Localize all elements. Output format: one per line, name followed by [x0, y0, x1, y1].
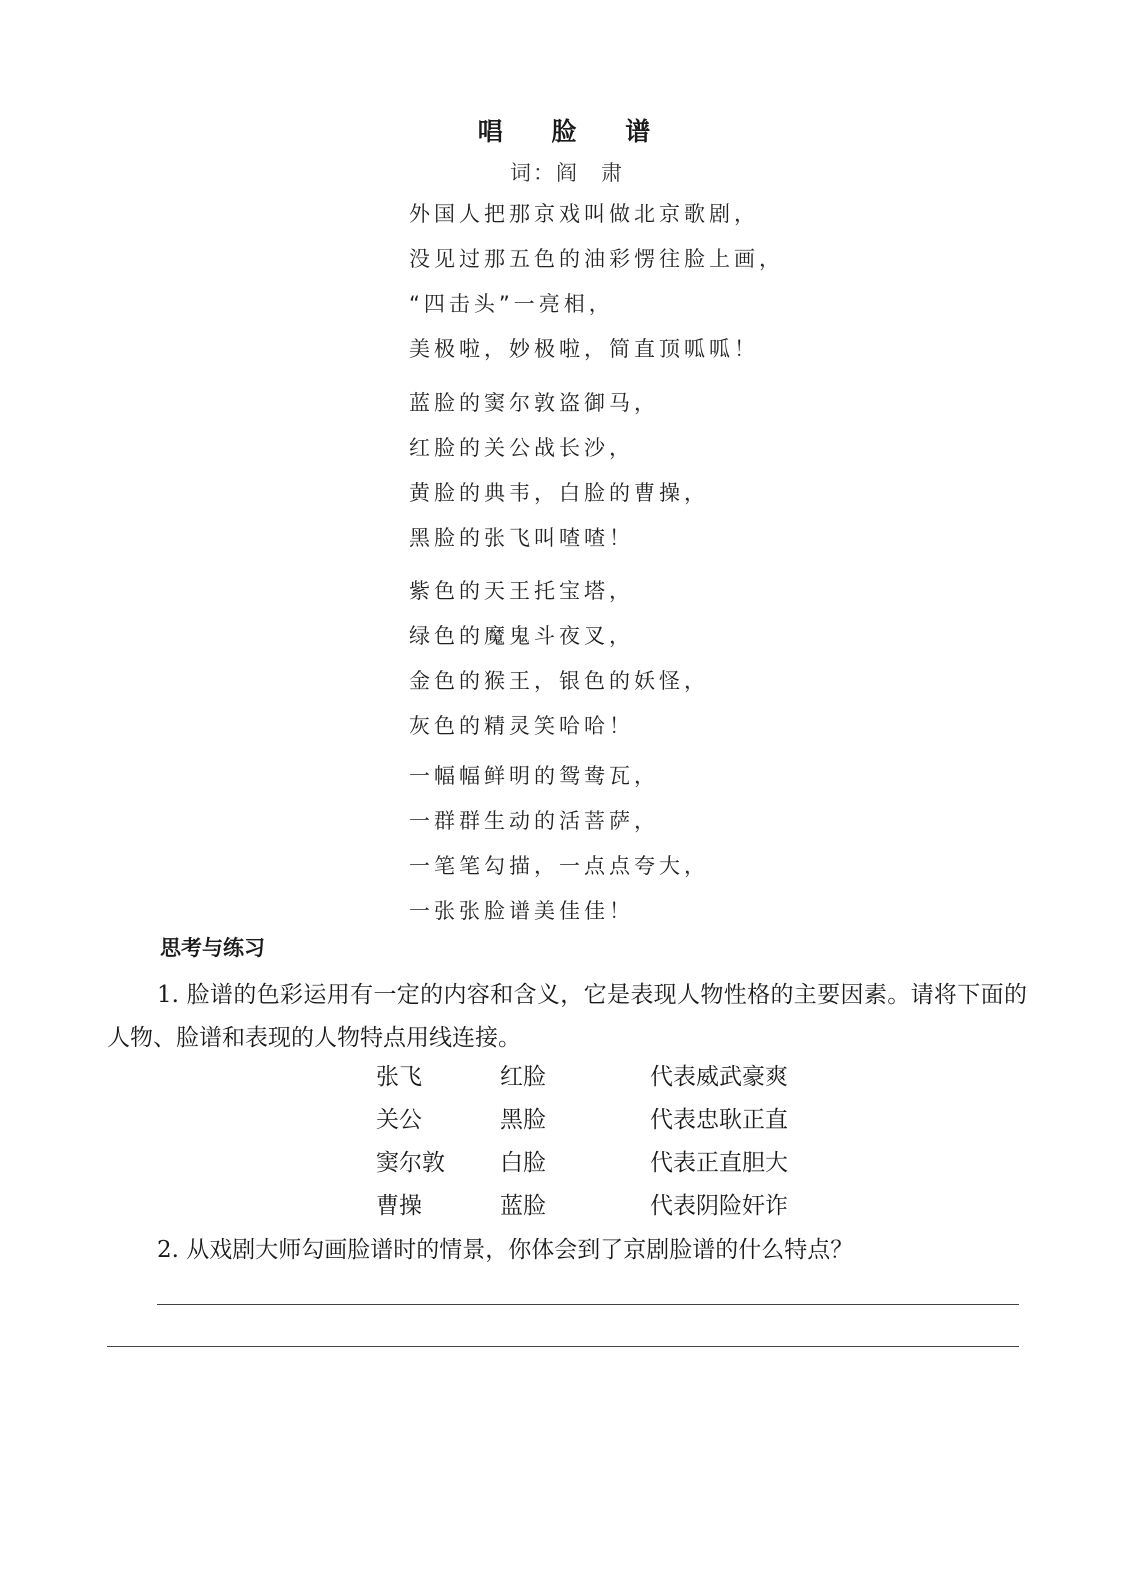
exercises-heading: 思考与练习 — [160, 936, 265, 960]
lyricist-credit — [510, 156, 624, 190]
matching-table — [376, 1056, 850, 1228]
matching-row — [376, 1099, 850, 1142]
stanza-4 — [409, 754, 829, 934]
face-color[interactable]: 黑脸 — [500, 1107, 546, 1133]
trait-description[interactable]: 代表威武豪爽 — [650, 1064, 788, 1090]
verse-line: 黑脸的张飞叫喳喳！ — [409, 526, 634, 550]
character-name[interactable]: 窦尔敦 — [376, 1150, 445, 1176]
stanza-3 — [409, 569, 829, 749]
verse-line: 美极啦，妙极啦，简直顶呱呱！ — [409, 337, 759, 361]
face-color[interactable]: 白脸 — [500, 1150, 546, 1176]
verse-line: 一张张脸谱美佳佳！ — [409, 899, 634, 923]
matching-row — [376, 1142, 850, 1185]
trait-description[interactable]: 代表阴险奸诈 — [650, 1193, 788, 1219]
verse-line: 灰色的精灵笑哈哈！ — [409, 714, 634, 738]
verse-line: 绿色的魔鬼斗夜叉， — [409, 624, 634, 648]
verse-line: 蓝脸的窦尔敦盗御马， — [409, 391, 659, 415]
trait-description[interactable]: 代表正直胆大 — [650, 1150, 788, 1176]
character-name[interactable]: 关公 — [376, 1107, 422, 1133]
stanza-2 — [409, 381, 829, 561]
verse-line: 黄脸的典韦，白脸的曹操， — [409, 481, 709, 505]
question-1: 1. 脸谱的色彩运用有一定的内容和含义，它是表现人物性格的主要因素。请将下面的人物、脸谱和表现的人物特点用线连接。 — [107, 982, 1027, 1051]
answer-line[interactable] — [157, 1304, 1019, 1305]
page-title: 唱 脸 谱 — [477, 117, 671, 146]
lyricist-name-tail: 肃 — [601, 161, 624, 185]
face-color[interactable]: 红脸 — [500, 1064, 546, 1090]
character-name[interactable]: 曹操 — [376, 1193, 422, 1219]
answer-line[interactable] — [107, 1346, 1019, 1347]
verse-line: 一笔笔勾描，一点点夸大， — [409, 854, 709, 878]
verse-line: 紫色的天王托宝塔， — [409, 579, 634, 603]
matching-row — [376, 1185, 850, 1228]
verse-line: 一幅幅鲜明的鸳鸯瓦， — [409, 764, 659, 788]
question-2: 2. 从戏剧大师勾画脸谱时的情景，你体会到了京剧脸谱的什么特点？ — [157, 1237, 854, 1263]
verse-line: 没见过那五色的油彩愣往脸上画， — [409, 247, 784, 271]
stanza-1 — [409, 192, 829, 372]
character-name[interactable]: 张飞 — [376, 1064, 422, 1090]
matching-row — [376, 1056, 850, 1099]
verse-line: 一群群生动的活菩萨， — [409, 809, 659, 833]
face-color[interactable]: 蓝脸 — [500, 1193, 546, 1219]
verse-line: 外国人把那京戏叫做北京歌剧， — [409, 202, 759, 226]
verse-line: 红脸的关公战长沙， — [409, 436, 634, 460]
trait-description[interactable]: 代表忠耿正直 — [650, 1107, 788, 1133]
verse-line: 金色的猴王，银色的妖怪， — [409, 669, 709, 693]
lyricist-label: 词：阎 — [510, 161, 579, 185]
verse-line: “四击头”一亮相， — [409, 292, 614, 316]
